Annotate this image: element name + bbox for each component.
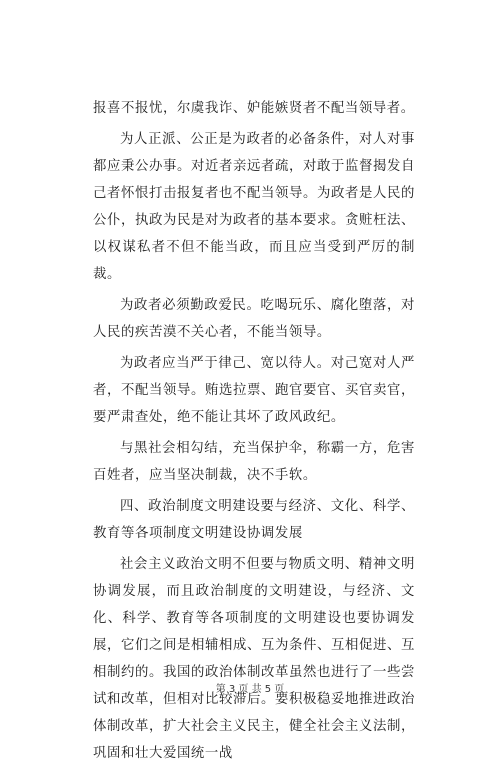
paragraph-diligence: 为政者必须勤政爱民。吃喝玩乐、腐化堕落，对人民的疾苦漠不关心者，不能当领导。 bbox=[93, 298, 415, 340]
paragraph-political-civilization: 社会主义政治文明不但要与物质文明、精神文明协调发展，而且政治制度的文明建设，与经济、文化、科学、教育等各项制度的文明建设也要协调发展，它们之间是相辅相成、互为条件、互相促进、互相制约的。我国的政治体制改革虽然也进行了一些尝试和改革，但相对比较滞后。要积极稳妥地推进政治体制改革，扩大社会主义民主，健全社会主义法制，巩固和壮大爱国统一战 bbox=[93, 557, 415, 761]
paragraph-organized-crime: 与黑社会相勾结，充当保护伞，称霸一方，危害百姓者，应当坚决制裁，决不手软。 bbox=[93, 441, 415, 483]
paragraph-self-discipline: 为政者应当严于律己、宽以待人。对己宽对人严者，不配当领导。贿选拉票、跑官要官、买官卖官，要严肃查处，绝不能让其坏了政风政纪。 bbox=[93, 356, 415, 425]
paragraph-integrity: 为人正派、公正是为政者的必备条件，对人对事都应秉公办事。对近者亲远者疏，对敢于监督揭发自己者怀恨打击报复者也不配当领导。为政者是人民的公仆，执政为民是对为政者的基本要求。贪赃枉法、以权谋私者不但不能当政，而且应当受到严厉的制裁。 bbox=[93, 132, 415, 282]
page-footer: 第 3 页 共 5 页 bbox=[215, 684, 285, 695]
document-body bbox=[93, 95, 415, 771]
section-heading-four: 四、政治制度文明建设要与经济、文化、科学、教育等各项制度文明建设协调发展 bbox=[93, 499, 415, 541]
paragraph-continuation: 报喜不报忧，尔虞我诈、妒能嫉贤者不配当领导者。 bbox=[93, 101, 415, 116]
